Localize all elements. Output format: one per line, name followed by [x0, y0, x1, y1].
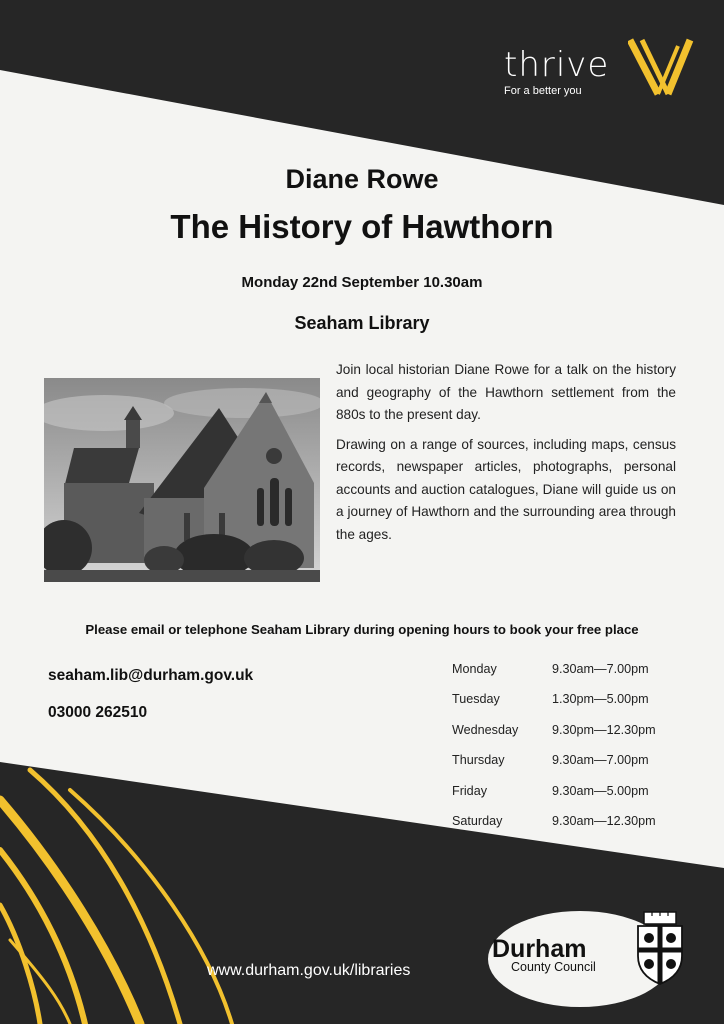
hours-day: Thursday [452, 753, 505, 768]
hours-day: Saturday [452, 813, 503, 828]
hours-row [452, 784, 656, 814]
opening-hours-table [452, 662, 656, 844]
hours-row [452, 723, 656, 753]
council-subtitle: County Council [511, 960, 596, 974]
contact-phone[interactable]: 03000 262510 [48, 704, 148, 721]
description-paragraph: Join local historian Diane Rowe for a talk on the history and geography of the Hawthorn settlement from the 880s to the present day. [336, 362, 676, 422]
hours-row [452, 662, 656, 692]
booking-note: Please email or telephone Seaham Library during opening hours to book your free place [85, 622, 639, 637]
speaker-name: Diane Rowe [285, 164, 439, 194]
hours-day: Friday [452, 783, 487, 798]
hours-day: Wednesday [452, 722, 519, 737]
hours-time: 9.30am—12.30pm [552, 813, 656, 828]
hours-row [452, 814, 656, 844]
hours-row [452, 753, 656, 783]
contact-email[interactable]: seaham.lib@durham.gov.uk [48, 667, 254, 684]
hours-time: 9.30am—5.00pm [552, 783, 649, 798]
event-venue: Seaham Library [294, 313, 430, 333]
hours-row [452, 692, 656, 722]
event-description [336, 359, 676, 553]
description-paragraph: Drawing on a range of sources, including maps, census records, newspaper articles, photographs, personal accounts and auction catalogues, Diane will guide us on a journey of Hawthorn and the surrounding area through the ages. [336, 436, 676, 542]
hours-time: 9.30am—7.00pm [552, 662, 649, 676]
council-logo [492, 936, 596, 974]
hours-day: Monday [452, 662, 497, 676]
footer-url[interactable]: www.durham.gov.uk/libraries [207, 962, 411, 979]
event-date-time: Monday 22nd September 10.30am [241, 274, 483, 291]
slash-stripes-icon [628, 38, 694, 96]
hours-day: Tuesday [452, 692, 500, 707]
hours-time: 1.30pm—5.00pm [552, 692, 649, 707]
hours-time: 9.30am—7.00pm [552, 753, 649, 768]
brand-tagline: For a better you [504, 85, 582, 97]
council-name: Durham [492, 935, 587, 963]
durham-crest-icon [634, 910, 686, 986]
event-title: The History of Hawthorn [170, 208, 554, 245]
brand-name: thrive [504, 45, 610, 85]
church-photo [44, 378, 320, 582]
thrive-logo [504, 46, 609, 97]
hours-time: 9.30pm—12.30pm [552, 722, 656, 737]
